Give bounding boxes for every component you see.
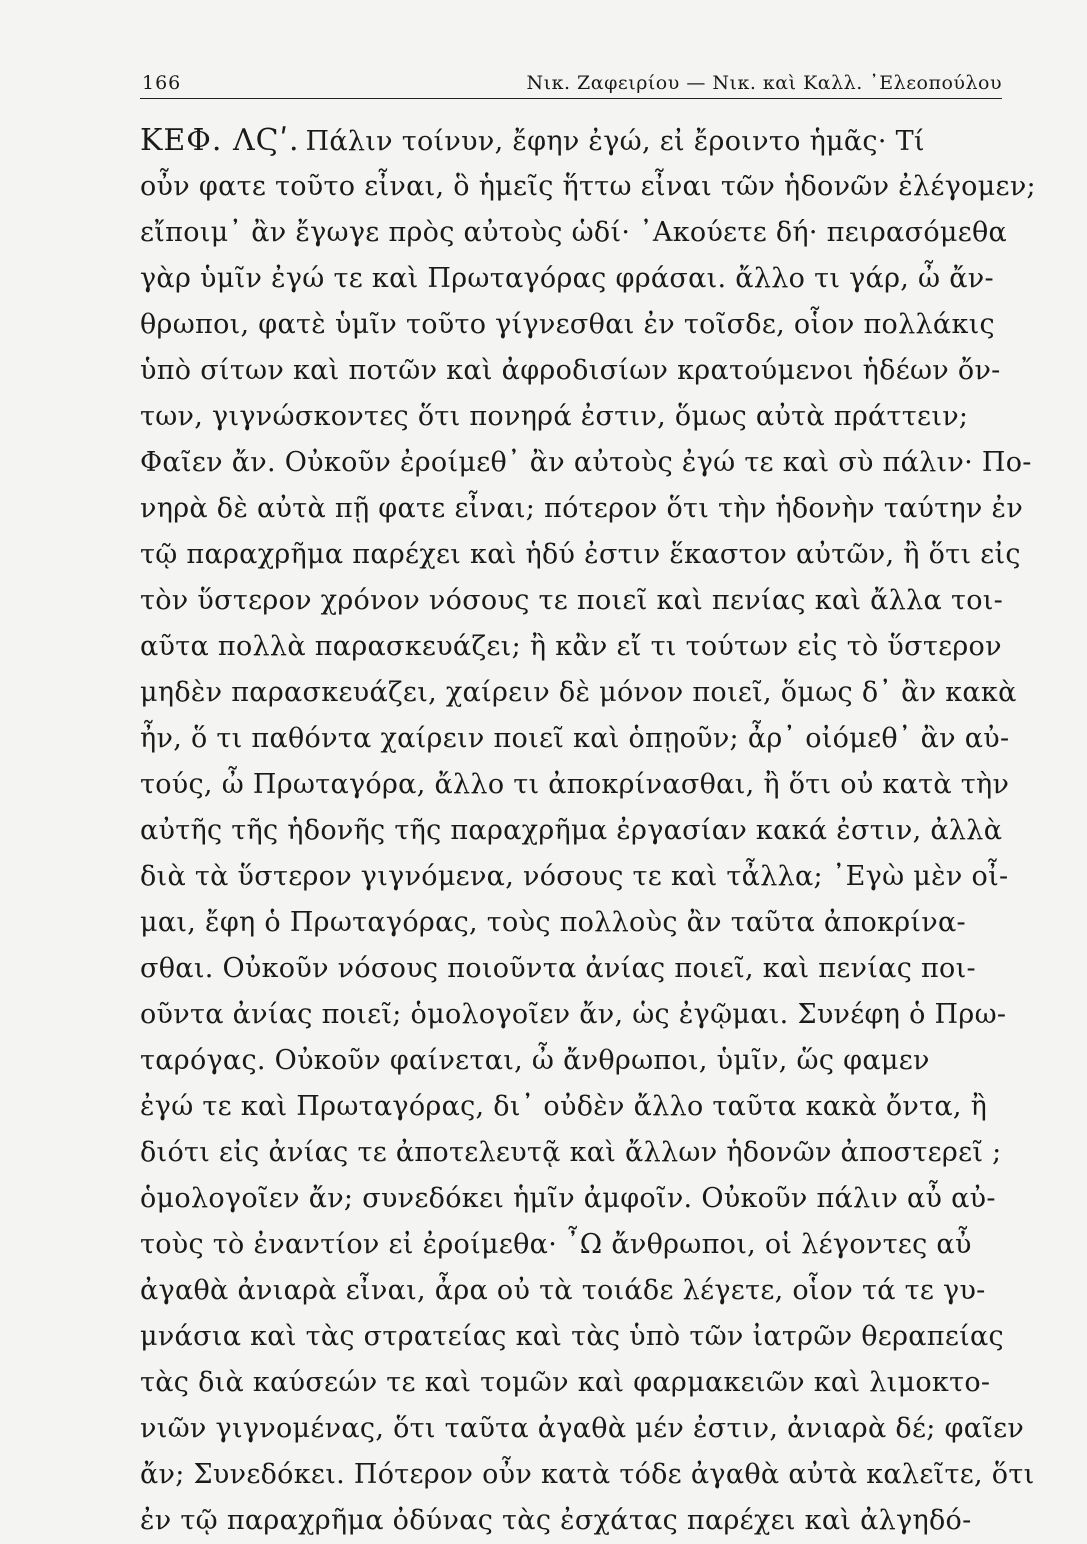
text-line: τὸν ὕστερον χρόνον νόσους τε ποιεῖ καὶ πενίας καὶ ἄλλα τοι- <box>140 585 1004 616</box>
text-line: ὁμολογοῖεν ἄν; συνεδόκει ἡμῖν ἀμφοῖν. Οὐκοῦν πάλιν αὖ αὐ- <box>140 1183 996 1214</box>
text-line: μαι, ἔφη ὁ Πρωταγόρας, τοὺς πολλοὺς ἂν ταῦτα ἀποκρίνα- <box>140 907 966 938</box>
text-line: τοὺς τὸ ἐναντίον εἰ ἐροίμεθα· ῏Ω ἄνθρωποι, οἱ λέγοντες αὖ <box>140 1229 972 1260</box>
text-line: ὑπὸ σίτων καὶ ποτῶν καὶ ἀφροδισίων κρατούμενοι ἡδέων ὄν- <box>140 355 1001 386</box>
text-line: αὐτῆς τῆς ἡδονῆς τῆς παραχρῆμα ἐργασίαν κακά ἐστιν, ἀλλὰ <box>140 815 1003 846</box>
text-line: νιῶν γιγνομένας, ὅτι ταῦτα ἀγαθὰ μέν ἐστιν, ἀνιαρὰ δέ; φαῖεν <box>140 1413 1025 1444</box>
first-line-text: Πάλιν τοίνυν, ἔφην ἐγώ, εἰ ἔροιντο ἡμᾶς· Τί <box>305 126 925 157</box>
text-line: τούς, ὦ Πρωταγόρα, ἄλλο τι ἀποκρίνασθαι, ἢ ὅτι οὐ κατὰ τὴν <box>140 769 1010 800</box>
text-line: μηδὲν παρασκευάζει, χαίρειν δὲ μόνον ποιεῖ, ὅμως δ᾽ ἂν κακὰ <box>140 677 1017 708</box>
text-line: των, γιγνώσκοντες ὅτι πονηρά ἐστιν, ὅμως αὐτὰ πράττειν; <box>140 401 969 432</box>
body-text <box>140 118 1036 1544</box>
text-line: διότι εἰς ἀνίας τε ἀποτελευτᾷ καὶ ἄλλων ἡδονῶν ἀποστερεῖ ; <box>140 1137 1002 1168</box>
text-line: ἐγώ τε καὶ Πρωταγόρας, δι᾽ οὐδὲν ἄλλο ταῦτα κακὰ ὄντα, ἢ <box>140 1091 988 1122</box>
running-title: Νικ. Ζαφειρίου — Νικ. καὶ Καλλ. ᾽Ελεοπούλου <box>526 72 1002 94</box>
text-line: θρωποι, φατὲ ὑμῖν τοῦτο γίγνεσθαι ἐν τοῖσδε, οἷον πολλάκις <box>140 309 995 340</box>
text-line: νηρὰ δὲ αὐτὰ πῇ φατε εἶναι; πότερον ὅτι τὴν ἡδονὴν ταύτην ἐν <box>140 493 1024 524</box>
text-line: γὰρ ὑμῖν ἐγώ τε καὶ Πρωταγόρας φράσαι. ἄλλο τι γάρ, ὦ ἄν- <box>140 263 994 294</box>
text-line: ταρόγας. Οὐκοῦν φαίνεται, ὦ ἄνθρωποι, ὑμῖν, ὥς φαμεν <box>140 1045 930 1076</box>
text-line: Φαῖεν ἄν. Οὐκοῦν ἐροίμεθ᾽ ἂν αὐτοὺς ἐγώ τε καὶ σὺ πάλιν· Πο- <box>140 447 1032 478</box>
chapter-label: ΚΕΦ. ΛϚʹ. <box>140 123 300 158</box>
text-line: διὰ τὰ ὕστερον γιγνόμενα, νόσους τε καὶ τἆλλα; ᾽Εγὼ μὲν οἶ- <box>140 861 1009 892</box>
text-line: τῷ παραχρῆμα παρέχει καὶ ἡδύ ἐστιν ἕκαστον αὐτῶν, ἢ ὅτι εἰς <box>140 539 1021 570</box>
running-header <box>140 62 1002 99</box>
text-line: ἄν; Συνεδόκει. Πότερον οὖν κατὰ τόδε ἀγαθὰ αὐτὰ καλεῖτε, ὅτι <box>140 1459 1035 1490</box>
text-line: ἦν, ὅ τι παθόντα χαίρειν ποιεῖ καὶ ὁπῃοῦν; ἆρ᾽ οἰόμεθ᾽ ἂν αὐ- <box>140 723 1010 754</box>
text-line: ἀγαθὰ ἀνιαρὰ εἶναι, ἆρα οὐ τὰ τοιάδε λέγετε, οἷον τά τε γυ- <box>140 1275 986 1306</box>
text-line: οὖν φατε τοῦτο εἶναι, ὃ ἡμεῖς ἥττω εἶναι τῶν ἡδονῶν ἐλέγομεν; <box>140 171 1036 202</box>
text-line: οῦντα ἀνίας ποιεῖ; ὁμολογοῖεν ἄν, ὡς ἐγῷμαι. Συνέφη ὁ Πρω- <box>140 999 1007 1030</box>
text-line: ἐν τῷ παραχρῆμα ὀδύνας τὰς ἐσχάτας παρέχει καὶ ἀλγηδό- <box>140 1505 972 1536</box>
text-line <box>140 118 1020 164</box>
text-line: εἴποιμ᾽ ἂν ἔγωγε πρὸς αὐτοὺς ὡδί· ᾽Ακούετε δή· πειρασόμεθα <box>140 217 1008 248</box>
text-line: τὰς διὰ καύσεών τε καὶ τομῶν καὶ φαρμακειῶν καὶ λιμοκτο- <box>140 1367 991 1398</box>
text-line: αῦτα πολλὰ παρασκευάζει; ἢ κἂν εἴ τι τούτων εἰς τὸ ὕστερον <box>140 631 1002 662</box>
text-line: σθαι. Οὐκοῦν νόσους ποιοῦντα ἀνίας ποιεῖ, καὶ πενίας ποι- <box>140 953 976 984</box>
text-line: μνάσια καὶ τὰς στρατείας καὶ τὰς ὑπὸ τῶν ἰατρῶν θεραπείας <box>140 1321 1004 1352</box>
page-number: 166 <box>142 72 182 94</box>
